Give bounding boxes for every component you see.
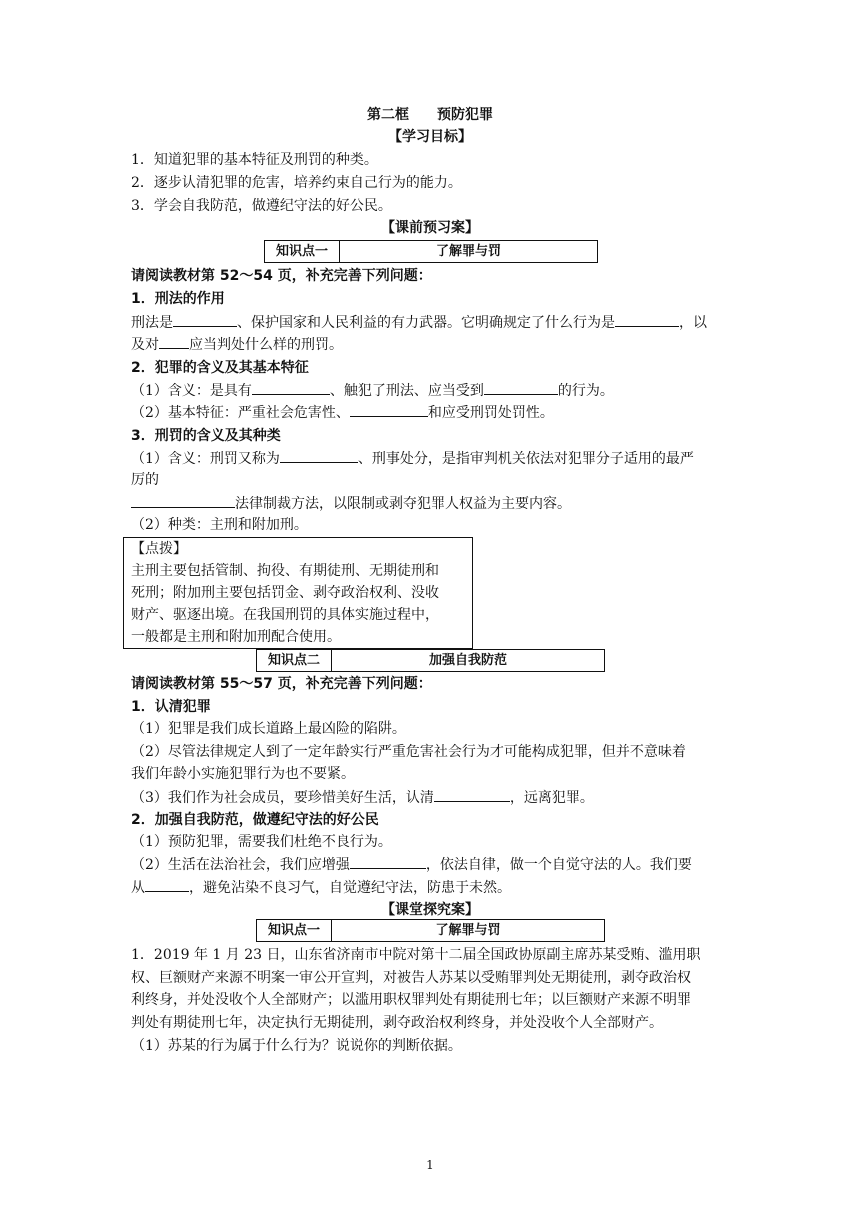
knowledge-point-label: 知识点二 — [257, 650, 332, 671]
reading-instruction: 请阅读教材第 55～57 页，补充完善下列问题： — [131, 676, 432, 692]
blank[interactable] — [280, 447, 358, 463]
case-line: 判处有期徒刑七年，决定执行无期徒刑，剥夺政治权利终身，并处没收个人全部财产。 — [131, 1015, 663, 1031]
text-line: 及对 应当判处什么样的刑罚。 — [131, 333, 343, 356]
classroom-heading: 【课堂探究案】 — [381, 902, 479, 918]
text-line: 从 ，避免沾染不良习气，自觉遵纪守法，防患于未然。 — [131, 876, 511, 899]
reading-instruction: 请阅读教材第 52～54 页，补充完善下列问题： — [131, 268, 432, 284]
blank[interactable] — [484, 379, 558, 395]
knowledge-point-title: 了解罪与罚 — [435, 923, 501, 938]
page-number: 1 — [426, 1158, 434, 1172]
knowledge-point-title: 加强自我防范 — [428, 653, 507, 668]
text-line: （2）基本特征：严重社会危害性、 和应受刑罚处罚性。 — [131, 401, 554, 424]
blank[interactable] — [173, 311, 237, 327]
section-title: 1．刑法的作用 — [131, 291, 225, 307]
tip-line: 财产、驱逐出境。在我国刑罚的具体实施过程中， — [131, 607, 439, 623]
tip-line: 一般都是主刑和附加刑配合使用。 — [131, 629, 341, 645]
case-line: 1．2019 年 1 月 23 日，山东省济南市中院对第十二届全国政协原副主席苏某受贿、滥用职 — [131, 947, 701, 963]
blank[interactable] — [350, 401, 428, 417]
knowledge-point-box — [256, 919, 605, 942]
knowledge-point-label: 知识点一 — [257, 920, 332, 941]
section-title: 3．刑罚的含义及其种类 — [131, 428, 281, 444]
tip-line: 主刑主要包括管制、拘役、有期徒刑、无期徒刑和 — [131, 563, 439, 579]
blank[interactable] — [159, 333, 189, 349]
objectives-heading: 【学习目标】 — [388, 129, 472, 145]
knowledge-point-label: 知识点一 — [265, 241, 340, 262]
section-title: 1．认清犯罪 — [131, 699, 211, 715]
knowledge-point-box — [256, 649, 605, 672]
text-line: （1）含义：刑罚又称为 、刑事处分，是指审判机关依法对犯罪分子适用的最严 — [131, 447, 694, 470]
text-line: 我们年龄小实施犯罪行为也不要紧。 — [131, 766, 355, 782]
section-title: 2．犯罪的含义及其基本特征 — [131, 360, 309, 376]
preview-heading: 【课前预习案】 — [381, 220, 479, 236]
text-line: （2）种类：主刑和附加刑。 — [131, 517, 308, 533]
text-line: 刑法是 、保护国家和人民利益的有力武器。它明确规定了什么行为是 ，以 — [131, 311, 707, 334]
knowledge-point-box — [264, 240, 598, 263]
tip-line: 死刑；附加刑主要包括罚金、剥夺政治权利、没收 — [131, 585, 439, 601]
blank[interactable] — [131, 492, 235, 508]
tip-heading: 【点拨】 — [131, 541, 187, 557]
text-line: 厉的 — [131, 472, 159, 488]
text-line: 法律制裁方法，以限制或剥夺犯罪人权益为主要内容。 — [131, 492, 571, 515]
objective-item: 3．学会自我防范，做遵纪守法的好公民。 — [131, 198, 392, 214]
section-title: 2．加强自我防范，做遵纪守法的好公民 — [131, 812, 379, 828]
knowledge-point-title: 了解罪与罚 — [435, 244, 501, 259]
objective-item: 2．逐步认清犯罪的危害，培养约束自己行为的能力。 — [131, 175, 462, 191]
blank[interactable] — [615, 311, 679, 327]
text-line: （3）我们作为社会成员，要珍惜美好生活，认清 ，远离犯罪。 — [131, 786, 594, 809]
case-line: 权、巨额财产来源不明案一审公开宣判，对被告人苏某以受贿罪判处无期徒刑，剥夺政治权 — [131, 970, 691, 986]
blank[interactable] — [350, 853, 426, 869]
objective-item: 1．知道犯罪的基本特征及刑罚的种类。 — [131, 152, 378, 168]
text-line: （2）尽管法律规定人到了一定年龄实行严重危害社会行为才可能构成犯罪，但并不意味着 — [131, 744, 686, 760]
tip-box — [123, 537, 473, 649]
text-line: （1）含义：是具有 、触犯了刑法、应当受到 的行为。 — [131, 379, 614, 402]
page-title: 第二框 预防犯罪 — [367, 107, 493, 123]
blank[interactable] — [252, 379, 330, 395]
blank[interactable] — [145, 876, 189, 892]
case-line: 利终身，并处没收个人全部财产；以滥用职权罪判处有期徒刑七年；以巨额财产来源不明罪 — [131, 992, 691, 1008]
text-line: （1）犯罪是我们成长道路上最凶险的陷阱。 — [131, 721, 406, 737]
blank[interactable] — [434, 786, 510, 802]
question-line: （1）苏某的行为属于什么行为？说说你的判断依据。 — [131, 1038, 462, 1054]
text-line: （2）生活在法治社会，我们应增强 ，依法自律，做一个自觉守法的人。我们要 — [131, 853, 692, 876]
text-line: （1）预防犯罪，需要我们杜绝不良行为。 — [131, 834, 392, 850]
